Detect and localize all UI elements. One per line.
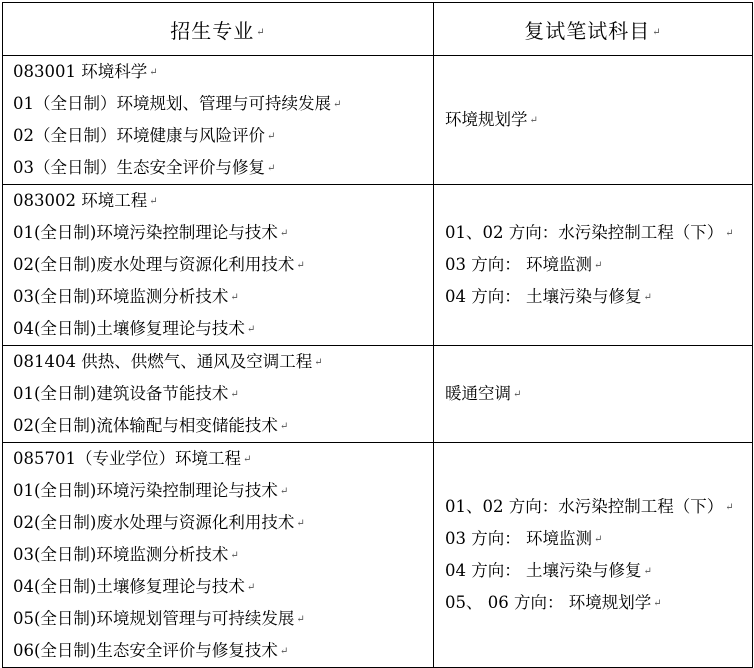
major-line [3, 185, 433, 217]
major-line [3, 120, 433, 152]
major-text: 03(全日制)环境监测分析技术 [13, 287, 229, 306]
subject-line [434, 104, 752, 136]
major-text: 02（全日制）环境健康与风险评价 [13, 126, 265, 145]
major-text: 04(全日制)土壤修复理论与技术 [13, 577, 245, 596]
paragraph-mark-icon: ↵ [725, 228, 734, 239]
major-text: 02(全日制)废水处理与资源化利用技术 [13, 255, 295, 274]
paragraph-mark-icon: ↵ [333, 99, 342, 110]
major-text: 02(全日制)废水处理与资源化利用技术 [13, 513, 295, 532]
paragraph-mark-icon: ↵ [256, 26, 266, 38]
header-majors [3, 3, 434, 56]
paragraph-mark-icon: ↵ [267, 131, 276, 142]
major-line [3, 249, 433, 281]
paragraph-mark-icon: ↵ [314, 357, 323, 368]
major-text: 03（全日制）生态安全评价与修复 [13, 158, 265, 177]
major-line [3, 217, 433, 249]
paragraph-mark-icon: ↵ [279, 486, 289, 497]
subject-line [434, 378, 752, 410]
major-line [3, 281, 433, 313]
paragraph-mark-icon: ↵ [643, 292, 652, 303]
majors-cell [3, 346, 434, 443]
major-line [3, 152, 433, 184]
major-text: 02(全日制)流体输配与相变储能技术 [13, 416, 278, 435]
major-line [3, 603, 433, 635]
major-text: 04(全日制)土壤修复理论与技术 [13, 319, 245, 338]
subjects-cell [434, 185, 753, 346]
major-line [3, 378, 433, 410]
paragraph-mark-icon: ↵ [230, 550, 239, 561]
paragraph-mark-icon: ↵ [279, 228, 289, 239]
paragraph-mark-icon: ↵ [246, 582, 256, 593]
major-text: 01(全日制)环境污染控制理论与技术 [13, 223, 278, 242]
subject-text: 03 方向： 环境监测 [445, 529, 592, 548]
majors-cell [3, 56, 434, 185]
subject-text: 暖通空调 [445, 384, 511, 403]
major-line [3, 346, 433, 378]
paragraph-mark-icon: ↵ [149, 196, 158, 207]
paragraph-mark-icon: ↵ [230, 292, 239, 303]
major-line [3, 571, 433, 603]
paragraph-mark-icon: ↵ [243, 454, 252, 465]
paragraph-mark-icon: ↵ [594, 260, 603, 271]
table-row [3, 56, 753, 185]
table-row [3, 185, 753, 346]
majors-cell [3, 443, 434, 668]
subject-line [434, 587, 752, 619]
major-line [3, 410, 433, 442]
subjects-cell [434, 346, 753, 443]
header-subjects-label: 复试笔试科目 [524, 18, 651, 43]
major-text: 06(全日制)生态安全评价与修复技术 [13, 641, 278, 660]
table-header-row [3, 3, 753, 56]
major-text: 01(全日制)建筑设备节能技术 [13, 384, 229, 403]
table-row [3, 346, 753, 443]
exam-subjects-table [2, 2, 753, 668]
subject-line [434, 555, 752, 587]
major-line [3, 313, 433, 345]
header-subjects [434, 3, 753, 56]
major-text: 01(全日制)环境污染控制理论与技术 [13, 481, 278, 500]
subject-text: 环境规划学 [445, 110, 528, 129]
paragraph-mark-icon: ↵ [513, 389, 522, 400]
subject-line [434, 217, 752, 249]
subject-line [434, 249, 752, 281]
subject-text: 04 方向： 土壤污染与修复 [445, 287, 642, 306]
paragraph-mark-icon: ↵ [725, 502, 734, 513]
major-text: 083002 环境工程 [13, 191, 148, 210]
major-line [3, 539, 433, 571]
subject-line [434, 491, 752, 523]
major-text: 01（全日制）环境规划、管理与可持续发展 [13, 94, 331, 113]
subject-text: 03 方向： 环境监测 [445, 255, 592, 274]
paragraph-mark-icon: ↵ [267, 163, 276, 174]
paragraph-mark-icon: ↵ [296, 614, 305, 625]
subject-line [434, 281, 752, 313]
paragraph-mark-icon: ↵ [653, 598, 662, 609]
subject-text: 01、02 方向：水污染控制工程（下） [445, 223, 724, 242]
major-text: 085701（专业学位）环境工程 [13, 449, 241, 468]
header-majors-label: 招生专业 [170, 18, 255, 43]
subject-line [434, 523, 752, 555]
paragraph-mark-icon: ↵ [643, 566, 652, 577]
major-text: 05(全日制)环境规划管理与可持续发展 [13, 609, 295, 628]
paragraph-mark-icon: ↵ [246, 324, 256, 335]
majors-cell [3, 185, 434, 346]
major-line [3, 507, 433, 539]
subject-text: 05、 06 方向： 环境规划学 [445, 593, 652, 612]
major-line [3, 443, 433, 475]
subjects-cell [434, 443, 753, 668]
paragraph-mark-icon: ↵ [279, 646, 289, 657]
major-text: 03(全日制)环境监测分析技术 [13, 545, 229, 564]
subject-text: 01、02 方向：水污染控制工程（下） [445, 497, 724, 516]
major-line [3, 475, 433, 507]
table-row [3, 443, 753, 668]
paragraph-mark-icon: ↵ [296, 518, 305, 529]
paragraph-mark-icon: ↵ [529, 115, 538, 126]
paragraph-mark-icon: ↵ [149, 67, 158, 78]
paragraph-mark-icon: ↵ [279, 421, 289, 432]
paragraph-mark-icon: ↵ [230, 389, 239, 400]
major-text: 081404 供热、供燃气、通风及空调工程 [13, 352, 313, 371]
major-line [3, 635, 433, 667]
subject-text: 04 方向： 土壤污染与修复 [445, 561, 642, 580]
major-text: 083001 环境科学 [13, 62, 148, 81]
major-line [3, 56, 433, 88]
subjects-cell [434, 56, 753, 185]
paragraph-mark-icon: ↵ [296, 260, 305, 271]
major-line [3, 88, 433, 120]
paragraph-mark-icon: ↵ [594, 534, 603, 545]
paragraph-mark-icon: ↵ [652, 26, 662, 38]
